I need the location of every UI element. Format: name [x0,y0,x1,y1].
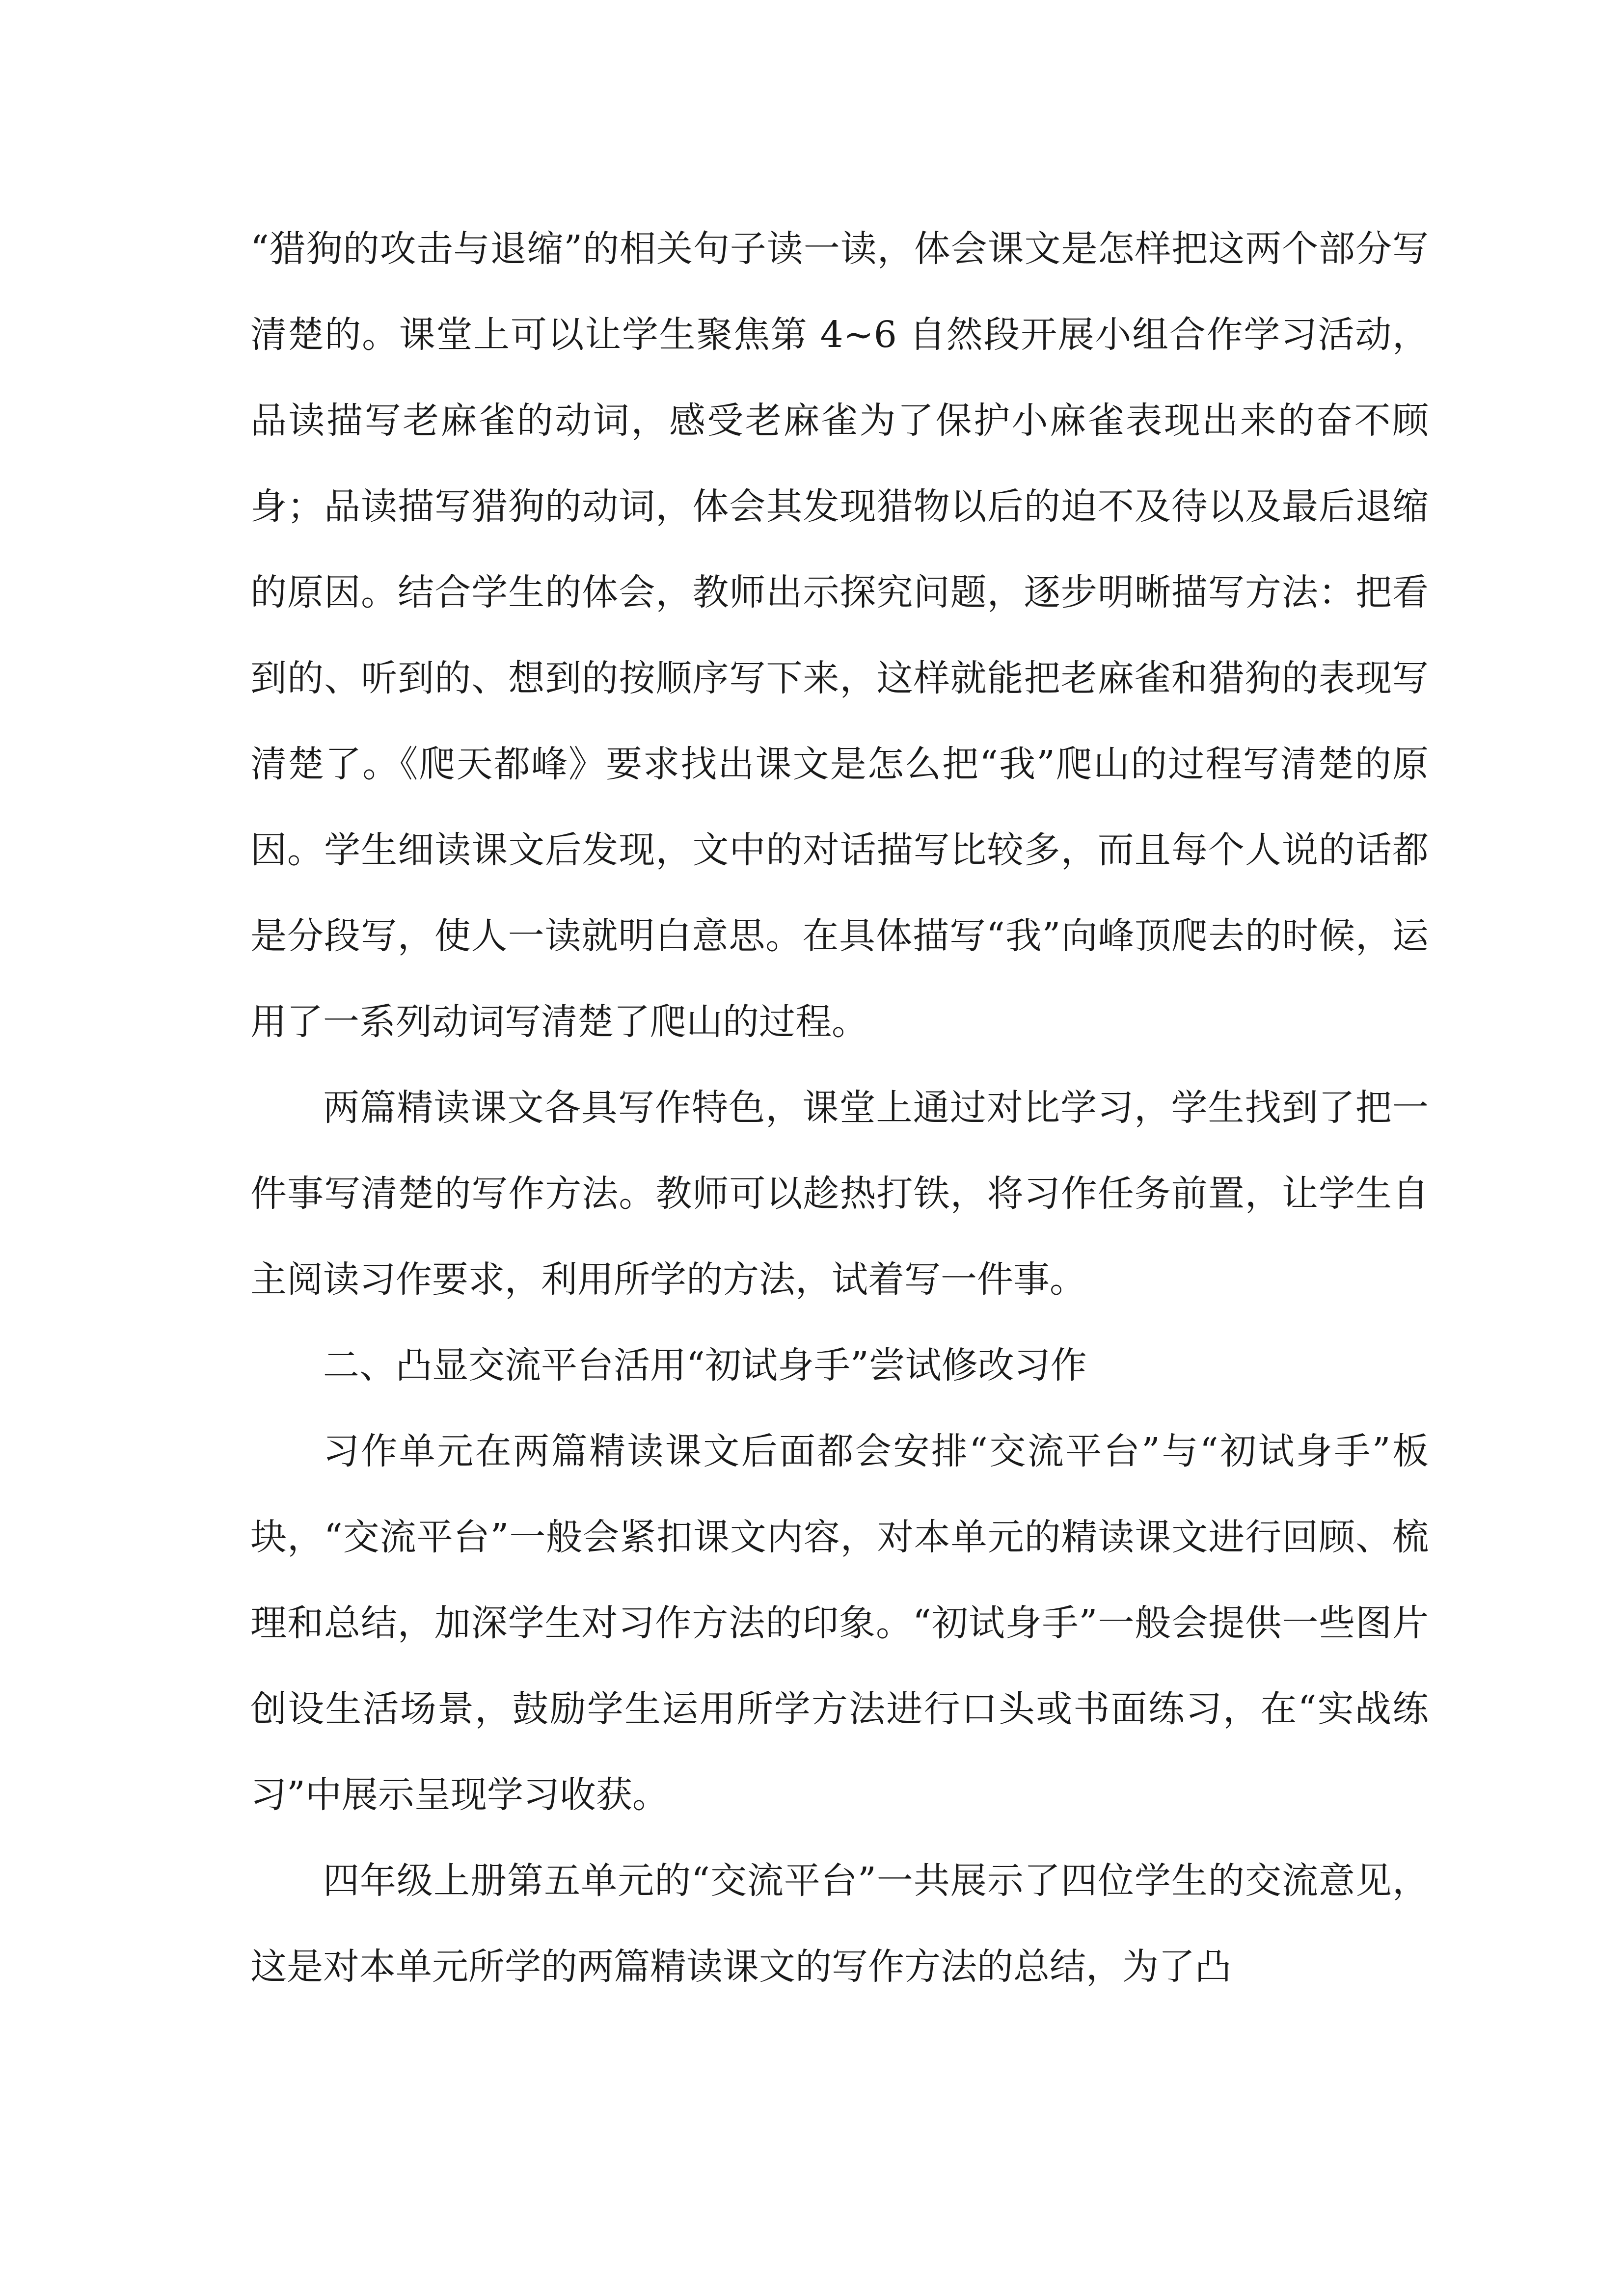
paragraph-comparison: 两篇精读课文各具写作特色，课堂上通过对比学习，学生找到了把一件事写清楚的写作方法。教师可以趁热打铁，将习作任务前置，让学生自主阅读习作要求，利用所学的方法，试着写一件事。 [250,1087,1429,1301]
paragraph-continuation: “猎狗的攻击与退缩”的相关句子读一读，体会课文是怎样把这两个部分写清楚的。课堂上可以让学生聚焦第 4~6 自然段开展小组合作学习活动，品读描写老麻雀的动词，感受老麻雀为了保护小麻雀表现出来的奋不顾身；品读描写猎狗的动词，体会其发现猎物以后的迫不及待以及最后退缩的原因。结合学生的体会，教师出示探究问题，逐步明晰描写方法：把看到的、听到的、想到的按顺序写下来，这样就能把老麻雀和猎狗的表现写清楚了。《爬天都峰》要求找出课文是怎么把“我”爬山的过程写清楚的原因。学生细读课文后发现，文中的对话描写比较多，而且每个人说的话都是分段写，使人一读就明白意思。在具体描写“我”向峰顶爬去的时候，运用了一系列动词写清楚了爬山的过程。 [250,228,1429,1043]
paragraph-exchange-platform: 习作单元在两篇精读课文后面都会安排“交流平台”与“初试身手”板块，“交流平台”一般会紧扣课文内容，对本单元的精读课文进行回顾、梳理和总结，加深学生对习作方法的印象。“初试身手”一般会提供一些图片创设生活场景，鼓励学生运用所学方法进行口头或书面练习，在“实战练习”中展示呈现学习收获。 [250,1430,1429,1816]
section-heading: 二、凸显交流平台活用“初试身手”尝试修改习作 [323,1344,1087,1387]
body-text [250,206,1429,2010]
paragraph-grade-four: 四年级上册第五单元的“交流平台”一共展示了四位学生的交流意见，这是对本单元所学的两篇精读课文的写作方法的总结，为了凸 [250,1860,1429,1988]
